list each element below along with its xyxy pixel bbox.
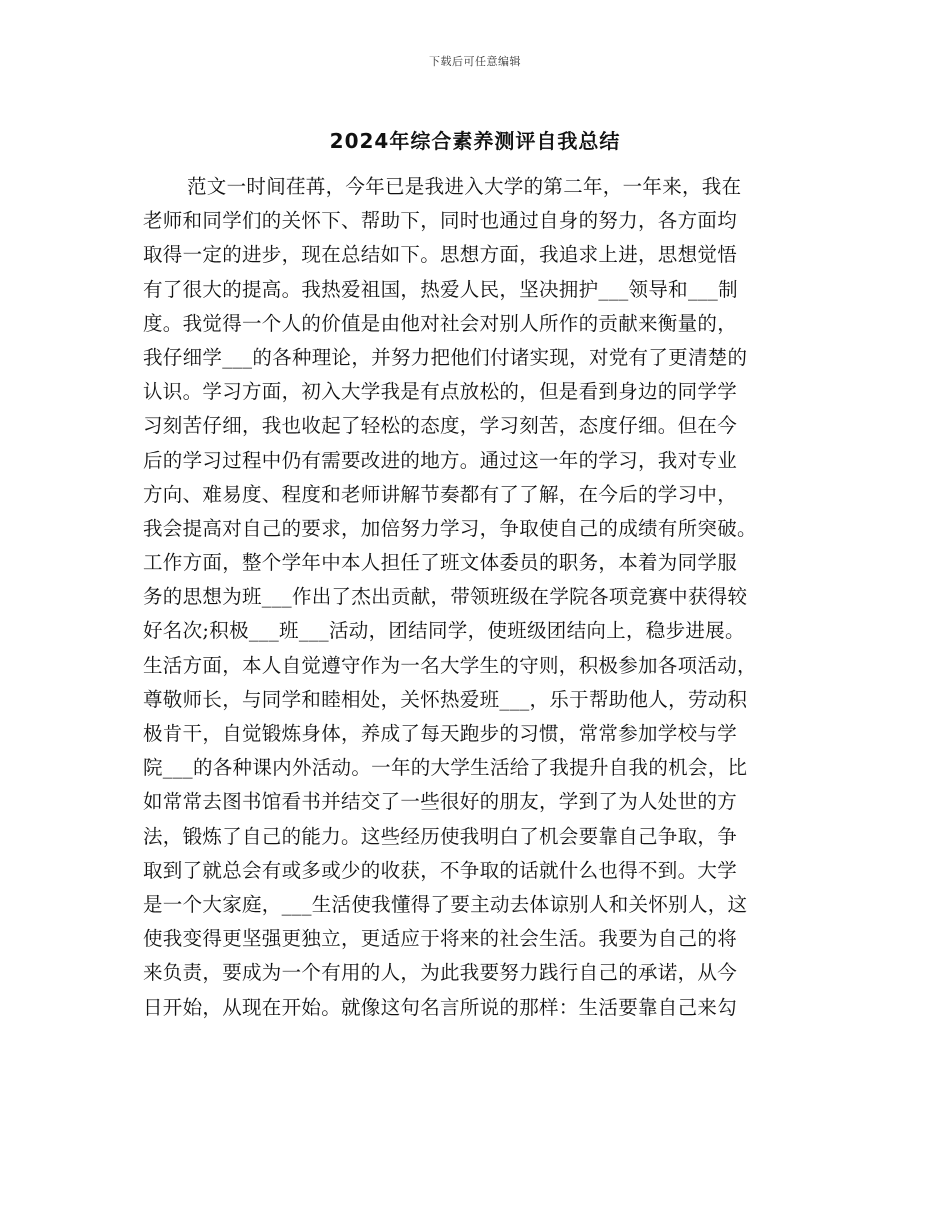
body-line: 取得一定的进步，现在总结如下。思想方面，我追求上进，思想觉悟 xyxy=(143,243,738,267)
body-line: 极肯干，自觉锻炼身体，养成了每天跑步的习惯，常常参加学校与学 xyxy=(143,722,738,745)
body-line: 有了很大的提高。我热爱祖国，热爱人民，坚决拥护___领导和___制 xyxy=(143,277,738,301)
body-line: 取到了就总会有或多或少的收获，不争取的话就什么也得不到。大学 xyxy=(143,858,738,882)
body-line: 尊敬师长，与同学和睦相处，关怀热爱班___，乐于帮助他人，劳动积 xyxy=(143,687,748,711)
body-line: 日开始，从现在开始。就像这句名言所说的那样：生活要靠自己来勾 xyxy=(143,995,738,1019)
body-line: 老师和同学们的关怀下、帮助下，同时也通过自身的努力，各方面均 xyxy=(143,209,738,233)
body-line: 生活方面，本人自觉遵守作为一名大学生的守则，积极参加各项活动， xyxy=(143,653,757,677)
header-note: 下载后可任意编辑 xyxy=(429,55,521,68)
body-line: 习刻苦仔细，我也收起了轻松的态度，学习刻苦，态度仔细。但在今 xyxy=(143,414,738,438)
document-body xyxy=(143,170,823,1025)
body-line: 务的思想为班___作出了杰出贡献，带领班级在学院各项竞赛中获得较 xyxy=(143,585,748,609)
body-line: 来负责，要成为一个有用的人，为此我要努力践行自己的承诺，从今 xyxy=(143,961,738,985)
body-line: 后的学习过程中仍有需要改进的地方。通过这一年的学习，我对专业 xyxy=(143,448,738,472)
body-line: 认识。学习方面，初入大学我是有点放松的，但是看到身边的同学学 xyxy=(143,380,738,404)
body-line: 度。我觉得一个人的价值是由他对社会对别人所作的贡献来衡量的， xyxy=(143,311,738,335)
body-line: 我仔细学___的各种理论，并努力把他们付诸实现，对党有了更清楚的 xyxy=(143,345,748,369)
body-line: 使我变得更坚强更独立，更适应于将来的社会生活。我要为自己的将 xyxy=(143,927,738,951)
body-line: 好名次;积极___班___活动，团结同学，使班级团结向上，稳步进展。 xyxy=(143,619,745,643)
body-line: 是一个大家庭，___生活使我懂得了要主动去体谅别人和关怀别人，这 xyxy=(143,892,748,916)
body-line: 我会提高对自己的要求，加倍努力学习，争取使自己的成绩有所突破。 xyxy=(143,516,757,540)
body-line: 法，锻炼了自己的能力。这些经历使我明白了机会要靠自己争取，争 xyxy=(143,824,738,848)
body-line: 院___的各种课内外活动。一年的大学生活给了我提升自我的机会，比 xyxy=(143,756,748,780)
body-line: 范文一时间荏苒，今年已是我进入大学的第二年，一年来，我在 xyxy=(187,175,742,198)
body-line: 如常常去图书馆看书并结交了一些很好的朋友，学到了为人处世的方 xyxy=(143,790,738,814)
document-title: 2024年综合素养测评自我总结 xyxy=(329,129,621,153)
body-line: 工作方面，整个学年中本人担任了班文体委员的职务，本着为同学服 xyxy=(143,551,738,575)
body-line: 方向、难易度、程度和老师讲解节奏都有了了解，在今后的学习中， xyxy=(143,482,738,506)
